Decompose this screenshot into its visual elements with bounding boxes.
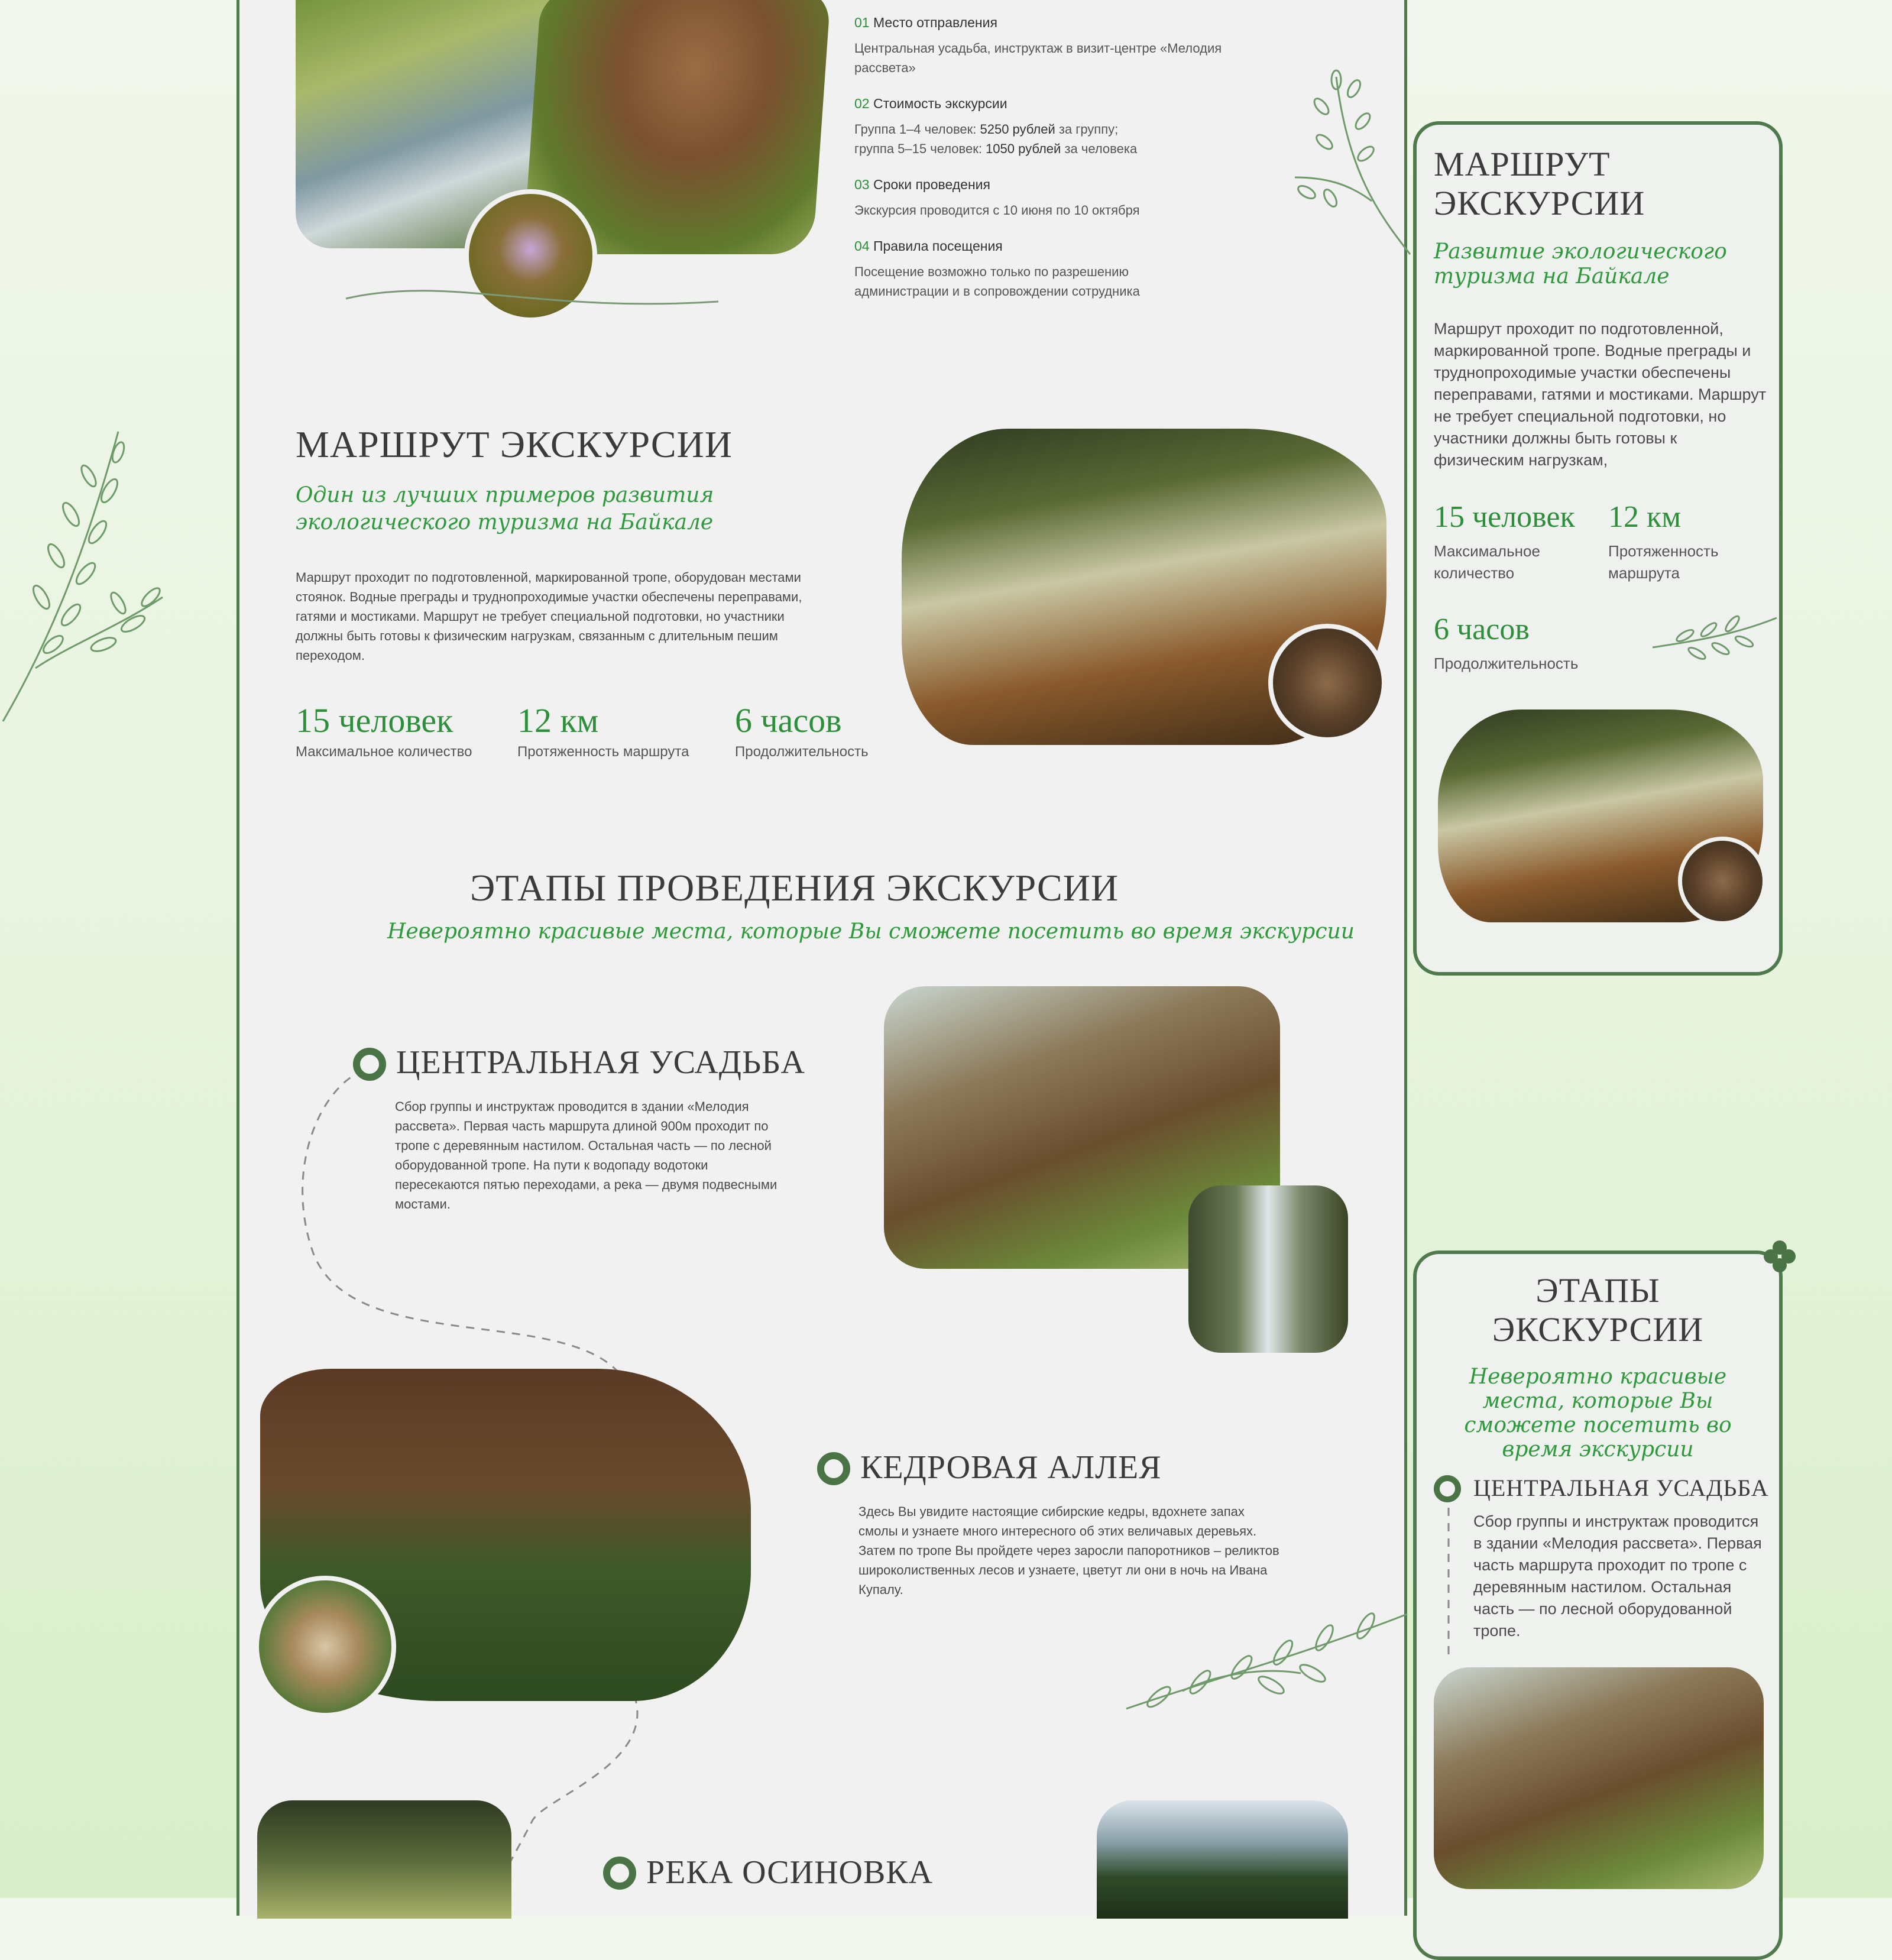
mobile-stat: [1434, 500, 1575, 584]
mobile-stages-subtitle: Невероятно красивые места, которые Вы сможете посетить во время экскурсии: [1464, 1365, 1732, 1462]
price-text: группа 5–15 человек:: [854, 141, 986, 156]
info-item-departure: [854, 13, 1233, 77]
info-item-rules: [854, 237, 1233, 301]
route-title: МАРШРУТ ЭКСКУРСИИ: [296, 423, 733, 465]
stage-marker: [817, 1452, 850, 1485]
info-num: 03: [854, 177, 870, 192]
mobile-stage-description: Сбор группы и инструктаж проводится в здании «Мелодия рассвета». Первая часть маршрута проходит по тропе с деревянным настилом. Остальная часть — по лесной оборудованной тропе.: [1473, 1512, 1762, 1640]
mobile-stat: [1608, 500, 1719, 584]
title-line: ЭКСКУРСИИ: [1492, 1310, 1704, 1349]
stat-label: Максимальное количество: [296, 744, 472, 760]
stat-value: 6 часов: [1434, 613, 1530, 646]
decorative-branch-left: [0, 420, 171, 727]
stat-label: Протяженность маршрута: [517, 744, 689, 760]
dark-forest-photo: [257, 1800, 511, 1919]
waterfall-photo: [1188, 1185, 1348, 1353]
stage-marker: [603, 1857, 636, 1890]
info-text: Центральная усадьба, инструктаж в визит-центре «Мелодия рассвета»: [854, 41, 1222, 75]
decorative-branch-top: [1283, 65, 1419, 260]
stages-title: ЭТАПЫ ПРОВЕДЕНИЯ ЭКСКУРСИИ: [470, 867, 1119, 909]
price-value: 1050 рублей: [986, 141, 1061, 156]
stage-marker: [353, 1048, 386, 1081]
route-stat: [735, 701, 869, 760]
info-title: Место отправления: [873, 15, 997, 30]
stage-title: РЕКА ОСИНОВКА: [646, 1854, 934, 1891]
mobile-stage-title: ЦЕНТРАЛЬНАЯ УСАДЬБА: [1473, 1475, 1769, 1501]
info-list: [854, 13, 1233, 301]
info-num: 02: [854, 96, 870, 111]
stage-title: ЦЕНТРАЛЬНАЯ УСАДЬБА: [396, 1044, 805, 1081]
stat-label: Максимальное: [1434, 542, 1540, 560]
mobile-decorative-sprig: [1650, 612, 1780, 668]
price-value: 5250 рублей: [980, 122, 1055, 137]
stat-value: 6 часов: [735, 701, 842, 740]
hero-underline: [343, 278, 721, 319]
stage-marker: [1434, 1475, 1461, 1502]
stat-label: Протяженность: [1608, 542, 1719, 560]
mobile-stages-title: [1416, 1271, 1780, 1349]
stage-description: Здесь Вы увидите настоящие сибирские кедры, вдохнете запах смолы и узнаете много интересного об этих величавых деревьях. Затем по тропе Вы пройдете через заросли папоротников – реликтов широколиственных лесов и узнаете, цветут ли они в ночь на Ивана Купалу.: [858, 1504, 1279, 1597]
route-stat: [296, 701, 472, 760]
title-line: МАРШРУТ: [1434, 145, 1611, 183]
stages-subtitle: Невероятно красивые места, которые Вы сможете посетить во время экскурсии: [387, 919, 1355, 944]
price-text: за группу;: [1055, 122, 1119, 137]
info-text: Экскурсия проводится с 10 июня по 10 октября: [854, 203, 1140, 218]
stat-value: 12 км: [517, 701, 599, 740]
stage-description: Сбор группы и инструктаж проводится в здании «Мелодия рассвета». Первая часть маршрута длиной 900м проходит по тропе с деревянным настилом. Остальная часть — по лесной оборудованной тропе. На пути к водопаду водотоки пересекаются пятью переходами, а река — двумя подвесными мостами.: [395, 1099, 777, 1211]
info-item-price: [854, 94, 1233, 158]
price-text: Группа 1–4 человек:: [854, 122, 980, 137]
backpack-circle-photo: [1268, 624, 1386, 742]
route-stat: [517, 701, 689, 760]
stat-value: 12 км: [1608, 500, 1682, 534]
stage-title: КЕДРОВАЯ АЛЛЕЯ: [860, 1449, 1162, 1486]
info-item-dates: [854, 175, 1233, 220]
info-num: 01: [854, 15, 870, 30]
stat-label: количество: [1434, 564, 1515, 582]
mobile-route-subtitle: Развитие экологического туризма на Байкале: [1434, 239, 1727, 289]
decorative-branch-stage: [1123, 1608, 1413, 1715]
mobile-stat: [1434, 612, 1578, 675]
stat-label: маршрута: [1608, 564, 1680, 582]
info-title: Стоимость экскурсии: [873, 96, 1007, 111]
price-text: за человека: [1061, 141, 1138, 156]
pinecone-circle-photo: [254, 1576, 396, 1718]
route-subtitle: Один из лучших примеров развития экологического туризма на Байкале: [296, 483, 714, 534]
route-description: Маршрут проходит по подготовленной, маркированной тропе, оборудован местами стоянок. Водные преграды и труднопроходимые участки обеспечены переправами, гатями и мостиками. Маршрут не требует специальной подготовки, но участники должны быть готовы к физическим нагрузкам, связанным с длительным пешим переходом.: [296, 570, 802, 663]
info-num: 04: [854, 238, 870, 254]
title-line: ЭТАПЫ: [1535, 1271, 1660, 1310]
stat-label: Продолжительность: [735, 744, 869, 760]
info-title: Правила посещения: [873, 238, 1003, 254]
mobile-dashed-path: [1443, 1508, 1454, 1661]
river-trees-photo: [1097, 1800, 1348, 1919]
mobile-route-description: Маршрут проходит по подготовленной, маркированной тропе. Водные преграды и труднопроходимые участки обеспечены переправами, гатями и мостиками. Маршрут не требует специальной подготовки, но участники должны быть готовы к физическим нагрузкам,: [1434, 320, 1767, 469]
mobile-hut-photo: [1434, 1667, 1764, 1889]
stat-value: 15 человек: [1434, 500, 1575, 534]
mobile-route-title: [1434, 145, 1645, 223]
mobile-backpack-circle-photo: [1678, 837, 1767, 925]
title-line: ЭКСКУРСИИ: [1434, 184, 1645, 222]
info-text: Посещение возможно только по разрешению администрации и в сопровождении сотрудника: [854, 264, 1140, 299]
stat-value: 15 человек: [296, 701, 453, 740]
stat-label: Продолжительность: [1434, 655, 1579, 672]
info-title: Сроки проведения: [873, 177, 990, 192]
